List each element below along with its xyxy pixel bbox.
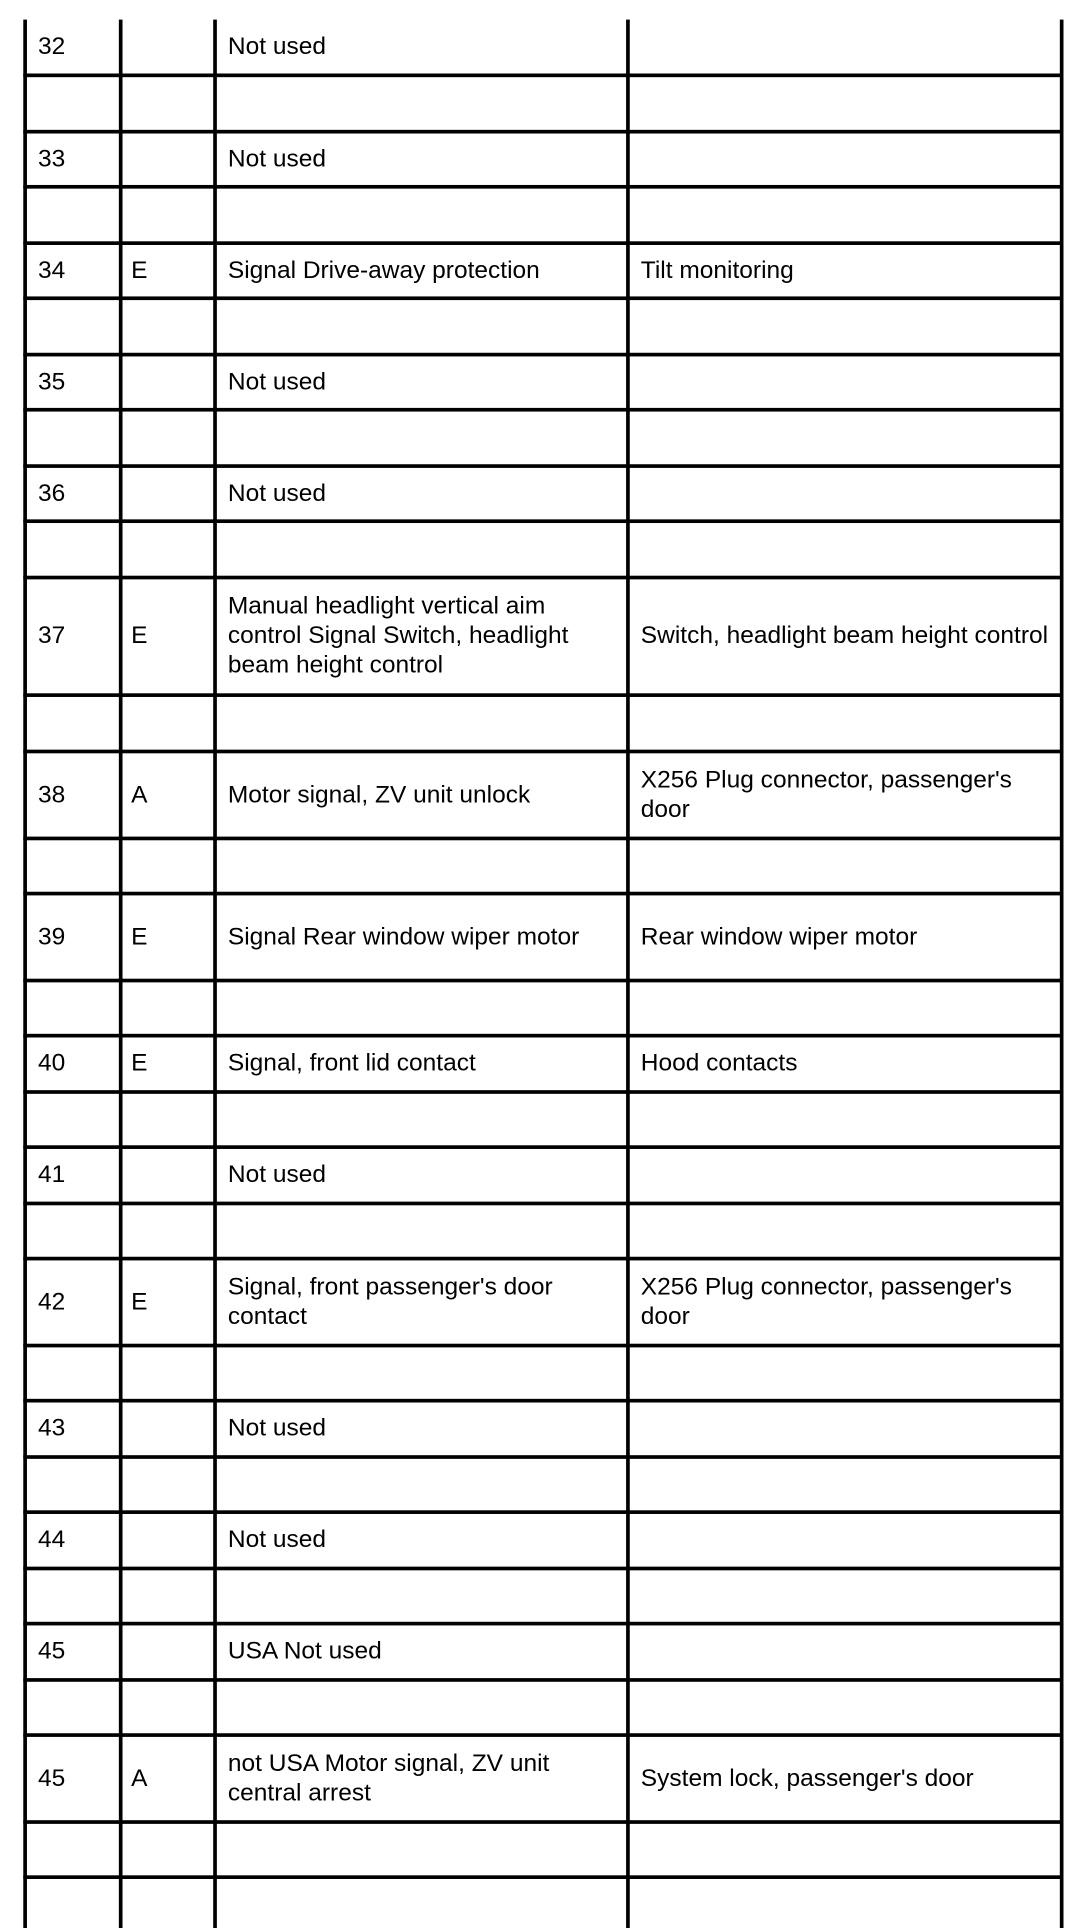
description-cell: USA Not used xyxy=(227,1637,382,1665)
component-cell: Switch, headlight beam height control xyxy=(640,622,1049,650)
component-cell: Hood contacts xyxy=(640,1049,798,1077)
table-row xyxy=(0,1401,1088,1455)
row-divider xyxy=(23,408,1062,412)
component-cell: Rear window wiper motor xyxy=(640,922,918,950)
table-row xyxy=(0,244,1088,297)
signal-type-cell: E xyxy=(131,622,148,650)
row-divider xyxy=(23,73,1062,77)
table-row xyxy=(0,467,1088,520)
pin-number-cell: 37 xyxy=(37,622,66,650)
description-cell: Not used xyxy=(227,1161,326,1189)
pin-number-cell: 41 xyxy=(37,1161,66,1189)
pin-number-cell: 45 xyxy=(37,1637,66,1665)
component-cell xyxy=(641,20,1058,74)
description-cell: Signal, front passenger's door contact xyxy=(227,1273,553,1330)
row-divider xyxy=(23,1567,1062,1571)
table-row xyxy=(0,355,1088,408)
pin-number-cell: 43 xyxy=(37,1414,66,1442)
description-cell: Not used xyxy=(227,479,326,507)
pin-number-cell: 32 xyxy=(37,33,66,61)
table-row xyxy=(0,1624,1088,1678)
description-cell: Not used xyxy=(227,1414,326,1442)
component-cell xyxy=(641,1513,1058,1567)
signal-type-cell xyxy=(131,132,209,185)
pin-number-cell: 38 xyxy=(37,780,66,808)
component-cell: X256 Plug connector, passenger's door xyxy=(640,1273,1012,1330)
description-cell: Signal, front lid contact xyxy=(227,1049,476,1077)
row-divider xyxy=(23,693,1062,697)
component-cell: X256 Plug connector, passenger's door xyxy=(640,766,1012,823)
component-cell xyxy=(641,1624,1058,1678)
description-cell: Signal Drive-away protection xyxy=(227,256,540,284)
signal-type-cell xyxy=(131,20,209,74)
table-row xyxy=(0,1148,1088,1202)
pin-number-cell: 39 xyxy=(37,922,66,950)
pin-number-cell: 36 xyxy=(37,479,66,507)
description-cell: Signal Rear window wiper motor xyxy=(227,922,580,950)
description-cell: Not used xyxy=(227,33,326,61)
component-cell: Tilt monitoring xyxy=(640,256,794,284)
row-divider xyxy=(23,1678,1062,1682)
table-row xyxy=(0,1036,1088,1090)
table-row xyxy=(0,1736,1088,1821)
row-divider xyxy=(23,1875,1062,1879)
signal-type-cell xyxy=(131,1148,209,1202)
table-row xyxy=(0,752,1088,837)
row-divider xyxy=(23,296,1062,300)
table-row xyxy=(0,1513,1088,1567)
table-row xyxy=(0,894,1088,979)
pin-number-cell: 34 xyxy=(37,256,66,284)
table-row xyxy=(0,132,1088,185)
row-divider xyxy=(23,979,1062,983)
component-cell xyxy=(641,132,1058,185)
signal-type-cell: A xyxy=(131,780,148,808)
component-cell xyxy=(641,355,1058,408)
pin-number-cell: 45 xyxy=(37,1764,66,1792)
row-divider xyxy=(23,519,1062,523)
pin-number-cell: 42 xyxy=(37,1287,66,1315)
component-cell xyxy=(641,467,1058,520)
signal-type-cell xyxy=(131,467,209,520)
description-cell: Motor signal, ZV unit unlock xyxy=(227,780,531,808)
pin-number-cell: 35 xyxy=(37,368,66,396)
table-row xyxy=(0,20,1088,74)
component-cell xyxy=(641,1148,1058,1202)
component-cell: System lock, passenger's door xyxy=(640,1764,974,1792)
signal-type-cell: E xyxy=(131,922,148,950)
row-divider xyxy=(23,837,1062,841)
signal-type-cell xyxy=(131,1624,209,1678)
signal-type-cell: E xyxy=(131,256,148,284)
description-cell: Not used xyxy=(227,1526,326,1554)
signal-type-cell xyxy=(131,1401,209,1455)
row-divider xyxy=(23,1455,1062,1459)
pin-number-cell: 40 xyxy=(37,1049,66,1077)
description-cell: Manual headlight vertical aim control Signal Switch, headlight beam height control xyxy=(227,592,569,679)
table-row xyxy=(0,1259,1088,1344)
signal-type-cell: E xyxy=(131,1287,148,1315)
row-divider xyxy=(23,1202,1062,1206)
pin-number-cell: 44 xyxy=(37,1526,66,1554)
signal-type-cell: A xyxy=(131,1764,148,1792)
pin-number-cell: 33 xyxy=(37,145,66,173)
description-cell: Not used xyxy=(227,368,326,396)
row-divider xyxy=(23,1090,1062,1094)
row-divider xyxy=(23,1344,1062,1348)
component-cell xyxy=(641,1401,1058,1455)
row-divider xyxy=(23,1820,1062,1824)
table-row xyxy=(0,578,1088,693)
description-cell: Not used xyxy=(227,145,326,173)
description-cell: not USA Motor signal, ZV unit central arrest xyxy=(227,1749,550,1807)
signal-type-cell xyxy=(131,355,209,408)
signal-type-cell xyxy=(131,1513,209,1567)
signal-type-cell: E xyxy=(131,1049,148,1077)
row-divider xyxy=(23,185,1062,189)
